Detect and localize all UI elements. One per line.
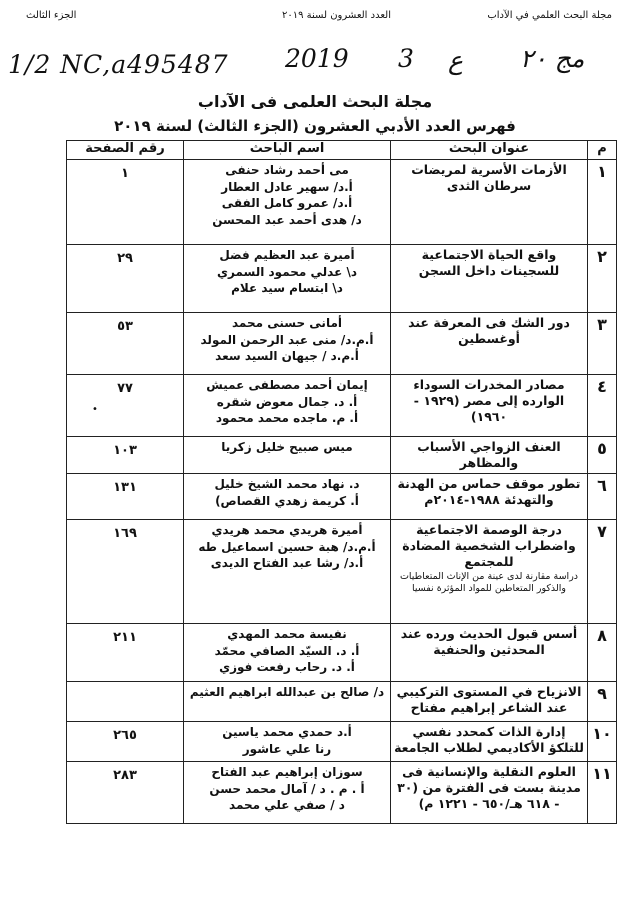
researcher-name: د\ ابتسام سيد علام bbox=[231, 281, 343, 295]
row-page: ٧٧ bbox=[117, 381, 133, 396]
row-title: الانزياح في المستوى التركيبي عند الشاعر إبراهيم مفتاح bbox=[391, 682, 588, 722]
researcher-name: أ.م.د/ منى عبد الرحمن المولد bbox=[200, 332, 374, 347]
running-header-journal: مجلة البحث العلمي في الآداب bbox=[487, 10, 612, 21]
row-page-cell bbox=[67, 437, 184, 474]
researcher-name: أ. كريمة زهدي القصاص) bbox=[215, 493, 359, 508]
index-subtitle: فهرس العدد الأدبي العشرون (الجزء الثالث) لسنة ٢٠١٩ bbox=[114, 117, 516, 135]
row-num: ٩ bbox=[588, 682, 617, 722]
row-page-cell bbox=[67, 682, 184, 722]
row-title: تطور موقف حماس من الهدنة والتهدئة ١٩٨٨-٢٠١٤م bbox=[391, 474, 588, 520]
row-researchers bbox=[184, 682, 391, 722]
running-header-issue: العدد العشرون لسنة ٢٠١٩ bbox=[282, 10, 391, 21]
row-num: ٦ bbox=[588, 474, 617, 520]
row-researchers bbox=[184, 245, 391, 313]
handwritten-issue-mark: ع bbox=[448, 46, 463, 75]
researcher-name: أ . م . د / آمال محمد حسن bbox=[209, 781, 365, 796]
row-title: أسس قبول الحديث ورده عند المحدثين والحنفية bbox=[391, 624, 588, 682]
row-page: ١٠٣ bbox=[113, 443, 137, 458]
row-page-cell bbox=[67, 474, 184, 520]
table-row bbox=[67, 624, 617, 682]
table-row bbox=[67, 160, 617, 245]
table-row bbox=[67, 682, 617, 722]
row-title-cell bbox=[391, 520, 588, 624]
running-header-part: الجزء الثالث bbox=[26, 10, 77, 21]
row-num: ٤ bbox=[588, 375, 617, 437]
researcher-name: أ.د/ عمرو كامل الفقى bbox=[221, 196, 353, 210]
researcher-name: إيمان أحمد مصطفى عميش bbox=[206, 378, 368, 392]
row-page: ١ bbox=[121, 166, 129, 181]
row-title: واقع الحياة الاجتماعية للسجينات داخل السجن bbox=[391, 245, 588, 313]
row-page-cell bbox=[67, 722, 184, 762]
researcher-name: د/ صالح بن عبدالله ابراهيم العثيم bbox=[189, 685, 385, 699]
row-page: ١٦٩ bbox=[113, 526, 137, 541]
row-page-cell bbox=[67, 160, 184, 245]
researcher-name: نفيسة محمد المهدي bbox=[227, 627, 347, 641]
row-researchers bbox=[184, 437, 391, 474]
row-title: العنف الزواجي الأسباب والمظاهر bbox=[391, 437, 588, 474]
researcher-name: أ.د/ سهير عادل العطار bbox=[221, 179, 353, 194]
row-num: ١ bbox=[588, 160, 617, 245]
researcher-name: د / صفي علي محمد bbox=[229, 798, 345, 812]
row-page-cell bbox=[67, 375, 184, 437]
row-researchers bbox=[184, 313, 391, 375]
header-researcher: اسم الباحث bbox=[184, 141, 391, 160]
row-page: ٥٣ bbox=[117, 319, 133, 334]
row-title: مصادر المخدرات السوداء الوارده إلى مصر (١٩٢٩ - ١٩٦٠) bbox=[391, 375, 588, 437]
row-researchers bbox=[184, 375, 391, 437]
row-page: ٢٦٥ bbox=[113, 728, 137, 743]
handwritten-month: 3 bbox=[398, 44, 414, 73]
row-title: إدارة الذات كمحدد نفسي للتلكؤ الأكاديمي لطلاب الجامعة bbox=[391, 722, 588, 762]
row-title: درجة الوصمة الاجتماعية واضطراب الشخصية المضادة للمجتمع bbox=[402, 522, 576, 569]
table-row bbox=[67, 437, 617, 474]
table-row bbox=[67, 245, 617, 313]
row-num: ١١ bbox=[588, 762, 617, 824]
researcher-name: رنا علي عاشور bbox=[242, 741, 332, 756]
researcher-name: أميرة هريدي محمد هريدي bbox=[211, 523, 363, 537]
researcher-name: أ. د. رحاب رفعت فوزي bbox=[219, 660, 355, 674]
row-title: دور الشك فى المعرفة عند أوغسطين bbox=[391, 313, 588, 375]
researcher-name: أ. م. ماجده محمد محمود bbox=[215, 411, 359, 425]
researcher-name: أ.د حمدي محمد ياسين bbox=[222, 725, 352, 739]
table-header-row bbox=[67, 141, 617, 160]
row-title: الأزمات الأسرية لمريضات سرطان الثدى bbox=[391, 160, 588, 245]
row-num: ٧ bbox=[588, 520, 617, 624]
row-num: ١٠ bbox=[588, 722, 617, 762]
row-page-cell bbox=[67, 245, 184, 313]
row-researchers bbox=[184, 722, 391, 762]
researcher-name: أ. د. جمال معوض شقره bbox=[216, 394, 358, 409]
researcher-name: د/ هدى أحمد عبد المحسن bbox=[212, 212, 362, 227]
row-page: ٢٨٣ bbox=[113, 768, 137, 783]
researcher-name: أ. د. السيّد الصافي محمّد bbox=[214, 643, 360, 658]
journal-title: مجلة البحث العلمى فى الآداب bbox=[197, 92, 433, 111]
row-page: ١٣١ bbox=[113, 480, 137, 495]
row-title: العلوم النقلية والإنسانية فى مدينة بست فى الفترة من (٣٠ - ٦١٨ هـ/٦٥٠ - ١٢٢١ م) bbox=[391, 762, 588, 824]
row-num: ٨ bbox=[588, 624, 617, 682]
researcher-name: أميرة عبد العظيم فضل bbox=[219, 248, 355, 262]
header-num: م bbox=[588, 141, 617, 160]
researcher-name: د\ عدلي محمود السمري bbox=[217, 264, 357, 279]
researcher-name: ميس صبيح خليل زكريا bbox=[221, 440, 353, 454]
researcher-name: د. نهاد محمد الشيخ خليل bbox=[214, 477, 360, 491]
stray-mark: • bbox=[92, 404, 98, 415]
running-header bbox=[14, 10, 616, 26]
table-row bbox=[67, 722, 617, 762]
row-page-cell bbox=[67, 520, 184, 624]
handwritten-volume: مج ٢٠ bbox=[520, 44, 585, 73]
handwritten-annotation bbox=[0, 38, 630, 90]
researcher-name: مى أحمد رشاد حنفى bbox=[225, 163, 349, 177]
researcher-name: سوزان إبراهيم عبد الفتاح bbox=[211, 765, 363, 779]
row-page-cell bbox=[67, 313, 184, 375]
table-row bbox=[67, 520, 617, 624]
row-researchers bbox=[184, 160, 391, 245]
researcher-name: أمانى حسنى محمد bbox=[231, 316, 342, 330]
row-page-cell bbox=[67, 624, 184, 682]
row-researchers bbox=[184, 474, 391, 520]
table-row bbox=[67, 474, 617, 520]
header-title: عنوان البحث bbox=[391, 141, 588, 160]
title-block bbox=[0, 90, 630, 138]
row-page-cell bbox=[67, 762, 184, 824]
table-row bbox=[67, 313, 617, 375]
row-title-note: دراسة مقارنة لدى عينة من الإناث المتعاطيات والذكور المتعاطين للمواد المؤثرة نفسيا bbox=[399, 571, 579, 594]
row-researchers bbox=[184, 762, 391, 824]
row-page: ٢٩ bbox=[117, 251, 133, 266]
contents-table bbox=[66, 140, 617, 824]
handwritten-year: 2019 bbox=[285, 44, 349, 73]
researcher-name: أ.د/ رشا عبد الفتاح الديدى bbox=[210, 556, 364, 570]
row-researchers bbox=[184, 624, 391, 682]
table-row bbox=[67, 375, 617, 437]
researcher-name: أ.م.د / جيهان السيد سعد bbox=[215, 349, 359, 363]
row-num: ٣ bbox=[588, 313, 617, 375]
row-researchers bbox=[184, 520, 391, 624]
header-page: رقم الصفحة bbox=[67, 141, 184, 160]
row-num: ٢ bbox=[588, 245, 617, 313]
row-page: ٢١١ bbox=[113, 630, 137, 645]
researcher-name: أ.م.د/ هبة حسين اسماعيل طه bbox=[198, 539, 376, 554]
table-row bbox=[67, 762, 617, 824]
row-num: ٥ bbox=[588, 437, 617, 474]
handwritten-reference-number: 1/2 NC,a495487 bbox=[8, 50, 229, 79]
